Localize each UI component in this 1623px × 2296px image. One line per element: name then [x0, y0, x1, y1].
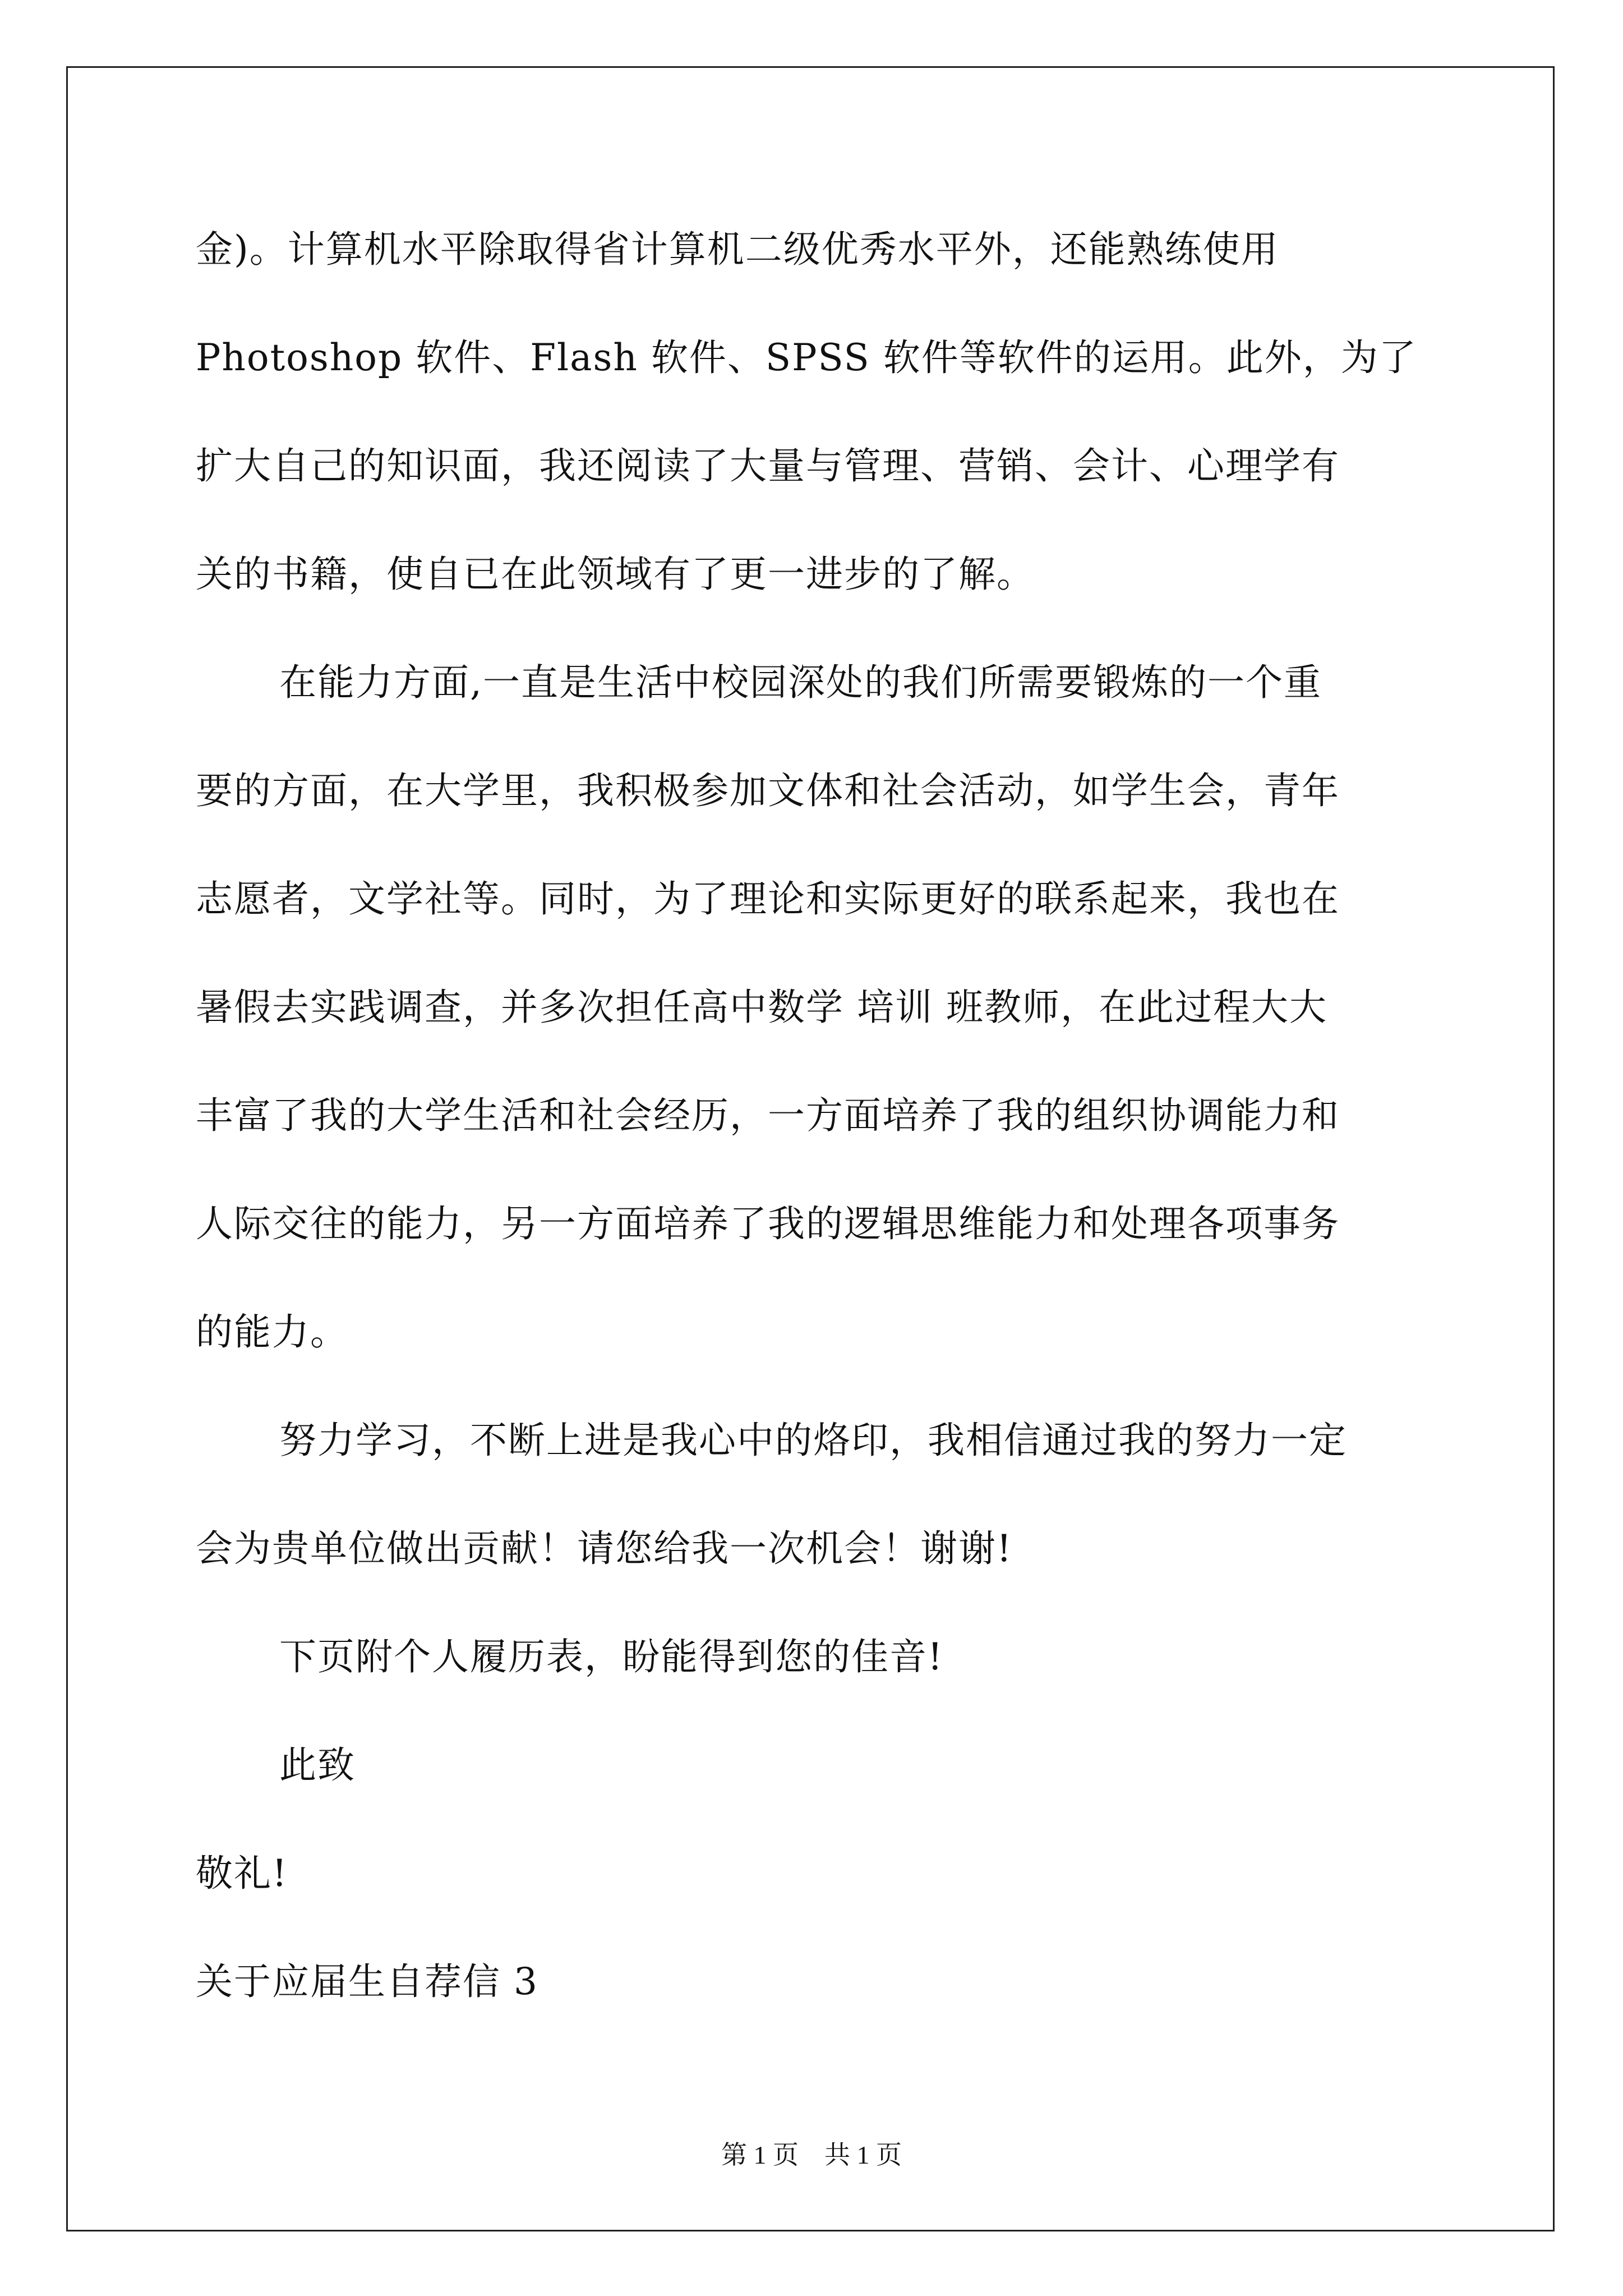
- paragraph-start-line: 在能力方面,一直是生活中校园深处的我们所需要锻炼的一个重: [279, 661, 1322, 704]
- closing-regards: 敬礼!: [196, 1852, 288, 1895]
- text-line: Photoshop 软件、Flash 软件、SPSS 软件等软件的运用。此外，为了: [196, 336, 1417, 379]
- text-line: 会为贵单位做出贡献！请您给我一次机会！谢谢!: [196, 1527, 1013, 1570]
- text-line: 丰富了我的大学生活和社会经历，一方面培养了我的组织协调能力和: [196, 1094, 1340, 1137]
- text-line: 志愿者，文学社等。同时，为了理论和实际更好的联系起来，我也在: [196, 877, 1340, 921]
- closing-salutation: 此致: [279, 1743, 356, 1787]
- text-line: 暑假去实践调查，并多次担任高中数学 培训 班教师，在此过程大大: [196, 986, 1327, 1029]
- paragraph-start-line: 努力学习，不断上进是我心中的烙印，我相信通过我的努力一定: [279, 1419, 1347, 1462]
- section-heading: 关于应届生自荐信 3: [196, 1960, 538, 2003]
- text-line: 的能力。: [196, 1310, 348, 1354]
- text-line: 扩大自己的知识面，我还阅读了大量与管理、营销、会计、心理学有: [196, 444, 1340, 487]
- text-line: 要的方面，在大学里，我积极参加文体和社会活动，如学生会，青年: [196, 769, 1340, 812]
- text-line: 关的书籍，使自已在此领域有了更一进步的了解。: [196, 553, 1035, 596]
- text-line: 人际交往的能力，另一方面培养了我的逻辑思维能力和处理各项事务: [196, 1202, 1340, 1245]
- letter-body: [196, 216, 1427, 2056]
- attachment-note: 下页附个人履历表，盼能得到您的佳音!: [279, 1635, 944, 1678]
- page-footer: 第 1 页 共 1 页: [721, 2141, 902, 2169]
- text-line: 金)。计算机水平除取得省计算机二级优秀水平外，还能熟练使用: [196, 228, 1279, 271]
